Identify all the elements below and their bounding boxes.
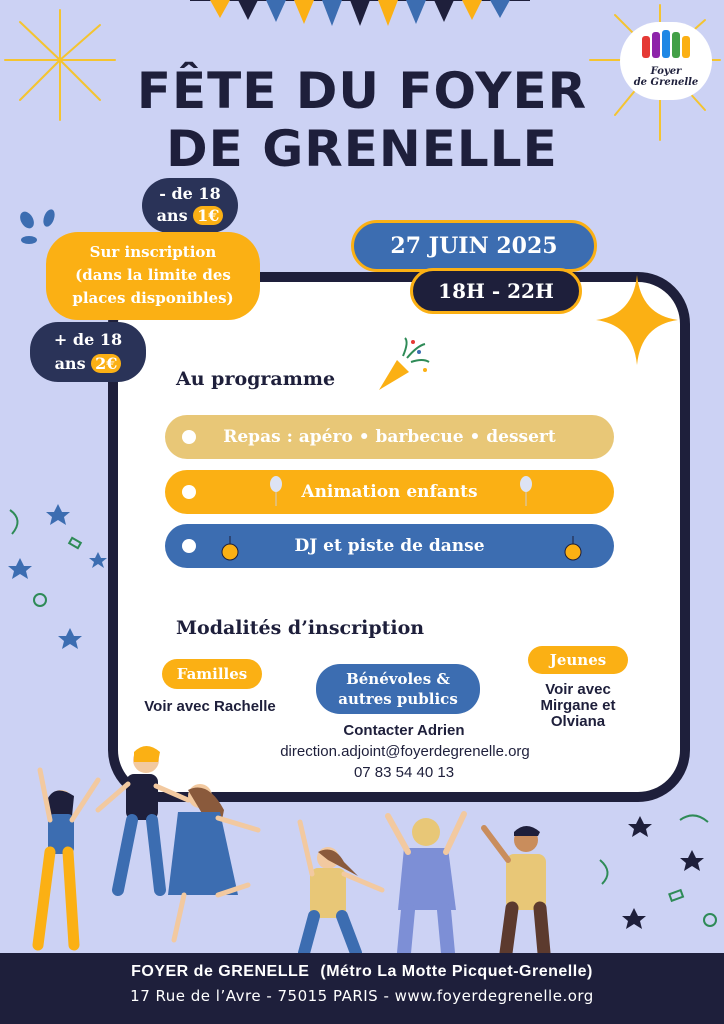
- disco-ball-icon: [563, 536, 583, 562]
- price-over-18: [30, 322, 146, 382]
- footer-name: FOYER de GRENELLE: [131, 963, 310, 980]
- volunteers-contact: Contacter Adrien: [343, 722, 465, 739]
- programme-item-meal: [165, 415, 614, 459]
- registration-note-line3: places disponibles): [72, 289, 234, 307]
- confetti-left-decoration: [0, 500, 108, 650]
- registration-heading: Modalités d’inscription: [176, 617, 425, 639]
- price-over-18-ans: ans: [54, 354, 86, 373]
- bullet-icon: [182, 539, 196, 553]
- registration-note: [46, 232, 260, 320]
- party-popper-icon: [375, 336, 433, 394]
- youth-info: [508, 682, 648, 730]
- balloon-icon: [269, 476, 283, 506]
- registration-note-line2: (dans la limite des: [75, 266, 231, 284]
- volunteers-email[interactable]: direction.adjoint@foyerdegrenelle.org: [280, 743, 530, 760]
- price-under-18: [142, 178, 238, 233]
- youth-info-line3: Olviana: [550, 713, 606, 730]
- sparkle-star-icon: [596, 275, 678, 365]
- programme-item-kids: [165, 470, 614, 514]
- tag-youth: Jeunes: [528, 646, 628, 674]
- footer: [0, 953, 724, 1024]
- logo-text-line2: de Grenelle: [633, 77, 699, 88]
- tag-volunteers-line1: Bénévoles &: [346, 670, 450, 688]
- price-over-18-label: + de 18: [53, 330, 123, 349]
- page-title-line1: FÊTE DU FOYER: [136, 62, 588, 120]
- bullet-icon: [182, 485, 196, 499]
- tag-volunteers-line2: autres publics: [338, 690, 458, 708]
- programme-item-label: Animation enfants: [301, 482, 478, 502]
- programme-item-label: Repas : apéro • barbecue • dessert: [223, 427, 556, 447]
- tag-volunteers: [316, 664, 480, 714]
- footer-address: 17 Rue de l’Avre - 75015 PARIS - www.foyerdegrenelle.org: [130, 987, 594, 1005]
- disco-ball-icon: [220, 536, 240, 562]
- registration-note-line1: Sur inscription: [89, 243, 217, 261]
- tag-families: Familles: [162, 659, 262, 689]
- families-info: Voir avec Rachelle: [144, 698, 276, 715]
- price-over-18-badge: 2€: [91, 354, 121, 373]
- programme-item-label: DJ et piste de danse: [294, 536, 485, 556]
- confetti-right-decoration: [580, 800, 724, 950]
- youth-info-line2: Mirgane et: [540, 697, 616, 714]
- youth-info-line1: Voir avec: [545, 681, 611, 698]
- price-under-18-label: - de 18: [159, 184, 221, 203]
- price-under-18-ans: ans: [156, 206, 188, 225]
- price-under-18-badge: 1€: [193, 206, 223, 225]
- logo-text-line1: Foyer: [650, 66, 682, 77]
- page-title-line2: DE GRENELLE: [166, 120, 558, 178]
- volunteers-phone[interactable]: 07 83 54 40 13: [353, 764, 455, 781]
- balloon-icon: [519, 476, 533, 506]
- dancers-illustration: [28, 740, 558, 953]
- bullet-icon: [182, 430, 196, 444]
- logo-people-icon: [636, 28, 696, 62]
- footer-metro: (Métro La Motte Picquet-Grenelle): [320, 963, 593, 980]
- programme-item-dj: [165, 524, 614, 568]
- bunting-garland: [190, 0, 530, 50]
- event-time: 18H - 22H: [410, 268, 582, 314]
- programme-heading: Au programme: [176, 368, 336, 390]
- event-date: 27 JUIN 2025: [351, 220, 597, 272]
